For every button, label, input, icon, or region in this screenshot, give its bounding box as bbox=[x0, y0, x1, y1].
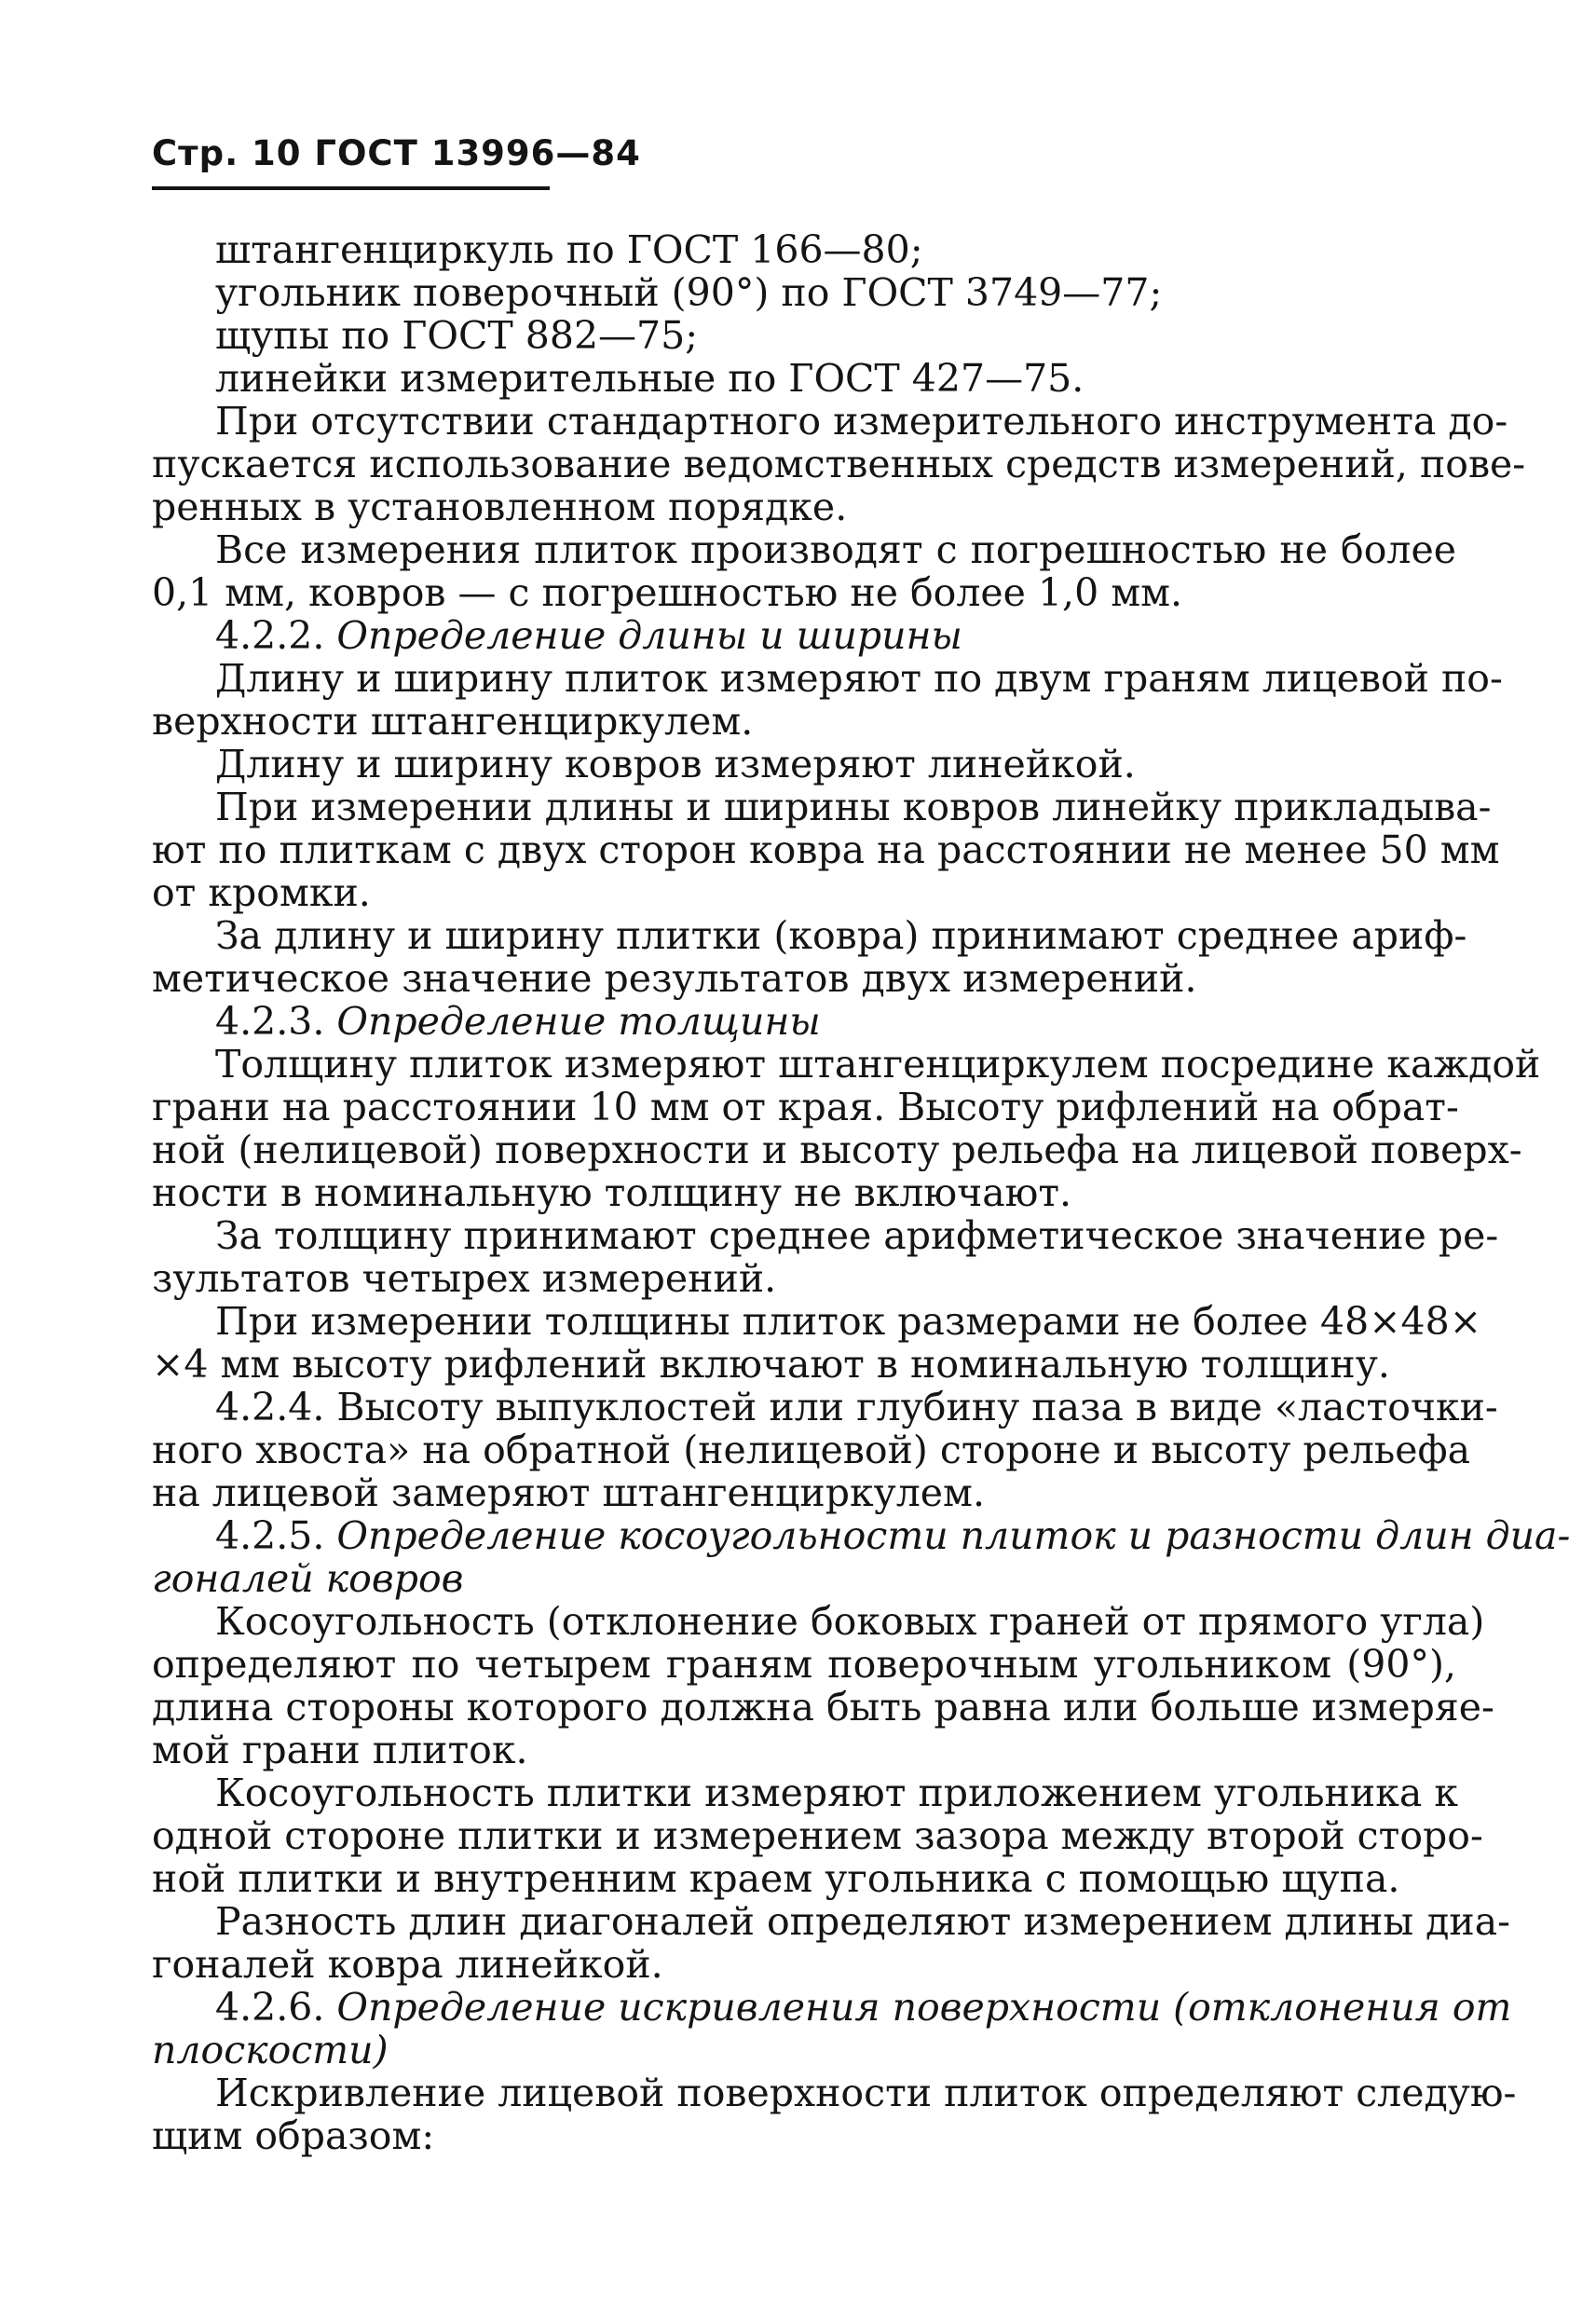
text-line: При измерении толщины плиток размерами не более 48×48× bbox=[215, 1299, 1482, 1344]
text-line: щупы по ГОСТ 882—75; bbox=[215, 313, 699, 358]
text-line: грани на расстоянии 10 мм от края. Высоту рифлений на обрат- bbox=[152, 1085, 1459, 1129]
text-line bbox=[152, 2029, 1456, 2072]
text-line: зультатов четырех измерений. bbox=[152, 1256, 777, 1301]
text-line: ности в номинальную толщину не включают. bbox=[152, 1170, 1072, 1215]
text-line: ют по плиткам с двух сторон ковра на расстоянии не менее 50 мм bbox=[152, 827, 1500, 872]
section-number: 4.2.6. bbox=[215, 1985, 337, 2030]
section-number: 4.2.3. bbox=[215, 999, 337, 1044]
text-line bbox=[152, 1557, 1456, 1600]
page-header: Стр. 10 ГОСТ 13996—84 bbox=[152, 133, 641, 173]
text-line: Косоугольность (отклонение боковых граней от прямого угла) bbox=[215, 1599, 1485, 1644]
text-line: Толщину плиток измеряют штангенциркулем посредине каждой bbox=[215, 1042, 1541, 1087]
header-rule bbox=[152, 186, 550, 190]
text-line: от кромки. bbox=[152, 870, 371, 915]
text-line: угольник поверочный (90°) по ГОСТ 3749—77; bbox=[215, 270, 1163, 315]
section-heading: гоналей ковров bbox=[152, 1556, 464, 1601]
text-line: 0,1 мм, ковров — с погрешностью не более 1,0 мм. bbox=[152, 570, 1183, 615]
text-line: Косоугольность плитки измеряют приложением угольника к bbox=[215, 1771, 1458, 1815]
section-heading: Определение искривления поверхности (отклонения от bbox=[336, 1985, 1512, 2030]
text-line bbox=[152, 614, 1456, 657]
text-line bbox=[152, 1985, 1512, 2030]
text-line: линейки измерительные по ГОСТ 427—75. bbox=[215, 356, 1084, 401]
text-line: на лицевой замеряют штангенциркулем. bbox=[152, 1470, 985, 1515]
text-line: Все измерения плиток производят с погрешностью не более bbox=[215, 527, 1456, 572]
text-line: Длину и ширину ковров измеряют линейкой. bbox=[215, 742, 1136, 786]
text-line: одной стороне плитки и измерением зазора между второй сторо- bbox=[152, 1813, 1483, 1858]
text-line: определяют по четырем граням поверочным угольником (90°), bbox=[152, 1642, 1456, 1687]
text-line: 4.2.4. Высоту выпуклостей или глубину паза в виде «ласточки- bbox=[215, 1385, 1498, 1429]
text-line: Искривление лицевой поверхности плиток определяют следую- bbox=[215, 2071, 1517, 2115]
text-line bbox=[152, 1513, 1571, 1558]
text-line: длина стороны которого должна быть равна или больше измеряе- bbox=[152, 1685, 1494, 1730]
text-line: При отсутствии стандартного измерительного инструмента до- bbox=[215, 399, 1508, 444]
text-line: За толщину принимают среднее арифметическое значение ре- bbox=[215, 1213, 1499, 1258]
text-line: гоналей ковра линейкой. bbox=[152, 1942, 663, 1987]
text-line: ренных в установленном порядке. bbox=[152, 485, 848, 529]
text-line: Разность длин диагоналей определяют измерением длины диа- bbox=[215, 1899, 1511, 1944]
text-line: мой грани плиток. bbox=[152, 1728, 528, 1772]
section-heading: Определение длины и ширины bbox=[336, 613, 962, 658]
section-heading: Определение косоугольности плиток и разности длин диа- bbox=[336, 1513, 1571, 1558]
text-line: ной плитки и внутренним краем угольника с помощью щупа. bbox=[152, 1856, 1400, 1901]
document-body bbox=[152, 227, 1571, 2158]
text-line: штангенциркуль по ГОСТ 166—80; bbox=[215, 227, 923, 272]
section-heading: Определение толщины bbox=[336, 999, 821, 1044]
text-line: ×4 мм высоту рифлений включают в номинальную толщину. bbox=[152, 1342, 1390, 1387]
text-line: пускается использование ведомственных средств измерений, пове- bbox=[152, 442, 1526, 486]
text-line: щим образом: bbox=[152, 2113, 435, 2158]
text-line: метическое значение результатов двух измерений. bbox=[152, 956, 1197, 1001]
section-number: 4.2.2. bbox=[215, 613, 337, 658]
section-heading: плоскости) bbox=[152, 2028, 389, 2072]
text-line: ной (нелицевой) поверхности и высоту рельефа на лицевой поверх- bbox=[152, 1128, 1522, 1172]
text-line: ного хвоста» на обратной (нелицевой) стороне и высоту рельефа bbox=[152, 1428, 1471, 1472]
text-line: За длину и ширину плитки (ковра) принимают среднее ариф- bbox=[215, 913, 1467, 958]
section-number: 4.2.5. bbox=[215, 1513, 337, 1558]
text-line: верхности штангенциркулем. bbox=[152, 699, 754, 744]
text-line: Длину и ширину плиток измеряют по двум граням лицевой по- bbox=[215, 656, 1503, 701]
text-line: При измерении длины и ширины ковров линейку прикладыва- bbox=[215, 785, 1492, 829]
text-line bbox=[152, 1000, 1456, 1043]
